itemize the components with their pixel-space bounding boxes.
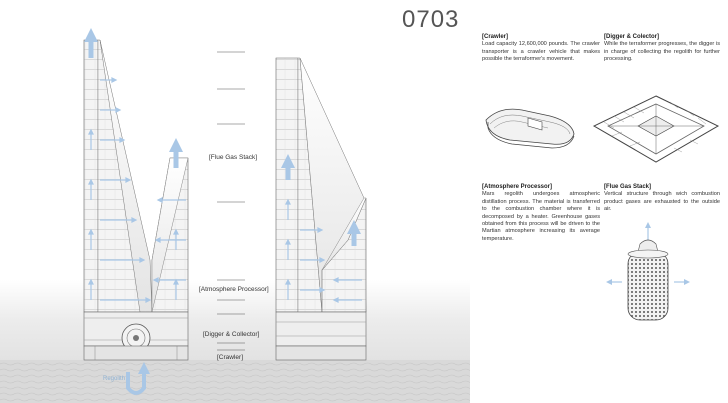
flue-text: Vertical structure through wich combustion product gases are exhausted to the outside air. — [604, 191, 720, 213]
digger-title: [Digger & Colector] — [604, 34, 660, 40]
flue-stack-illustration — [606, 222, 690, 326]
crawler-text: Load capacity 12,600,000 pounds. The crawler transporter is a crawler vehicle that makes possible the terraformer's movement. — [482, 41, 600, 63]
atmosphere-card — [482, 184, 600, 243]
digger-card — [604, 34, 720, 64]
atmosphere-text: Mars regolith undergoes atmospheric distillation process. The material is transferred to the combustion chamber where it is decomposed by a heater. Greenhouse gases obtained from this process will be driven to the Martian atmosphere increasing its average temperature. — [482, 191, 600, 242]
label-digger-collector: [Digger & Collector] — [203, 331, 260, 338]
flue-card — [604, 184, 720, 214]
legend-panel — [470, 0, 728, 403]
crawler-illustration — [480, 100, 580, 155]
crawler-card — [482, 34, 600, 64]
crawler-title: [Crawler] — [482, 34, 509, 40]
left-section-drawing — [84, 28, 188, 393]
mars-ground — [0, 360, 470, 403]
regolith-label: Regolith — [103, 376, 126, 382]
label-crawler: [Crawler] — [217, 354, 244, 361]
digger-text: While the terraformer progresses, the digger is in charge of collecting the regolith for further processing. — [604, 41, 720, 63]
right-section-drawing — [276, 58, 366, 360]
atmosphere-title: [Atmosphere Processor] — [482, 184, 553, 190]
digger-illustration — [590, 92, 722, 166]
flue-title: [Flue Gas Stack] — [604, 184, 652, 190]
label-leader-lines — [217, 52, 245, 350]
sheet-number: 0703 — [402, 6, 460, 33]
label-flue-gas-stack: [Flue Gas Stack] — [209, 154, 258, 161]
label-atmosphere-processor: [Atmosphere Processor] — [199, 286, 269, 293]
